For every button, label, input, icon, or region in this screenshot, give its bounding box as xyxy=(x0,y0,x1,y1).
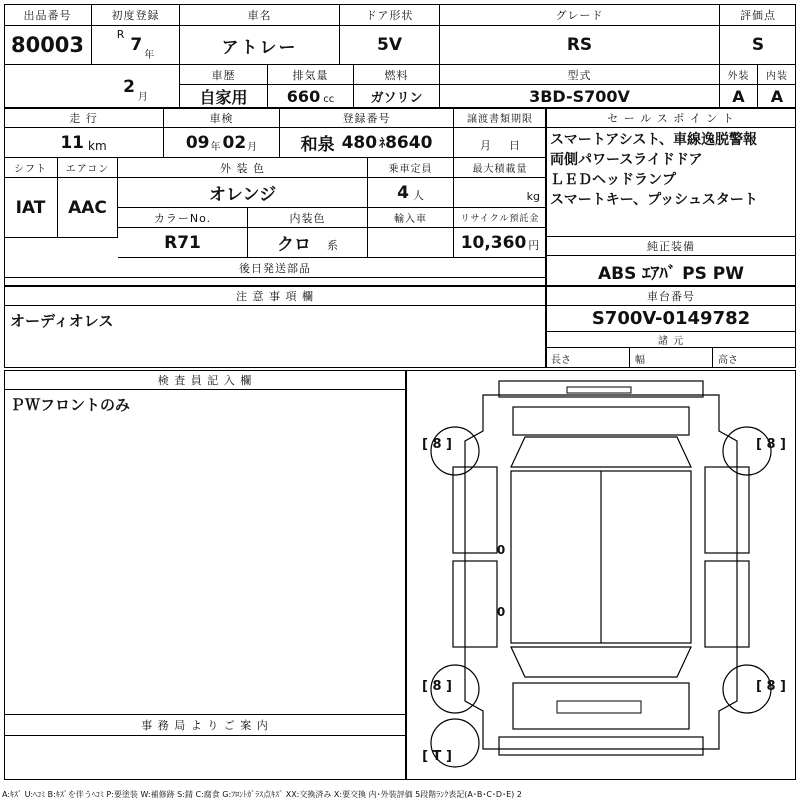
inspector-label: 検 査 員 記 入 欄 xyxy=(4,370,406,390)
first-reg-year: 7 xyxy=(130,35,143,55)
door-text: 5V xyxy=(377,35,402,55)
score-text: S xyxy=(751,35,765,55)
mileage-value xyxy=(4,128,164,158)
door-label: ドア形状 xyxy=(340,4,440,26)
ext-color-text: オレンジ xyxy=(208,185,277,205)
mark-center-2 xyxy=(494,604,508,620)
fuel-value xyxy=(354,85,440,108)
vin-value xyxy=(546,306,796,332)
int-color-unit: 系 xyxy=(327,239,338,252)
mark-front-right xyxy=(748,434,794,454)
sales-point-label: セ ー ル ス ポ イ ン ト xyxy=(546,108,796,128)
mark-center-1-text: 0 xyxy=(496,543,506,557)
sales-point-line-1: スマートアシスト、車線逸脱警報 xyxy=(550,132,758,148)
length-label: 長さ xyxy=(546,348,630,368)
lot-no-label: 出品番号 xyxy=(4,4,92,26)
aircon-value xyxy=(58,178,118,238)
max-load-value xyxy=(454,178,546,208)
inspection-label: 車検 xyxy=(164,108,280,128)
int-color-label: 内装色 xyxy=(248,208,368,228)
model-text: 3BD-S700V xyxy=(529,87,630,106)
inspection-month: 02 xyxy=(222,132,247,153)
mileage-text: 11 xyxy=(60,132,85,153)
displacement-text: 660 xyxy=(286,87,321,106)
fuel-text: ガソリン xyxy=(370,91,423,106)
displacement-value xyxy=(268,85,354,108)
sales-point-lines xyxy=(550,130,794,216)
sales-point-line-4: スマートキー、プッシュスタート xyxy=(550,192,758,208)
door-value xyxy=(340,26,440,65)
sales-point-line-3: ＬＥＤヘッドランプ xyxy=(550,172,676,188)
history-text: 自家用 xyxy=(199,88,248,107)
int-color-value xyxy=(248,228,368,258)
exterior-grade-label: 外装 xyxy=(720,65,758,85)
seats-label: 乗車定員 xyxy=(368,158,454,178)
displacement-unit: cc xyxy=(323,94,335,105)
mark-rear-right xyxy=(748,676,794,696)
transfer-day-unit: 日 xyxy=(509,139,520,152)
seats-unit: 人 xyxy=(412,189,424,202)
import-value xyxy=(368,228,454,258)
transfer-month-unit: 月 xyxy=(480,139,491,152)
first-reg-month: 2 xyxy=(123,76,135,97)
mark-center-1 xyxy=(494,542,508,558)
reg-no-label: 登録番号 xyxy=(280,108,454,128)
inspection-value xyxy=(164,128,280,158)
legend-text: A:ｷｽﾞ U:ﾍｺﾐ B:ｷｽﾞを伴うﾍｺﾐ P:要塗装 W:補修跡 S:錆 C:腐食 G:ﾌﾛﾝﾄｶﾞﾗｽ点ｷｽﾞ XX:交換済み X:要交換 内･外装評価 5段階ﾗﾝｸ表記(A･B･C･D･E) 2 xyxy=(2,790,522,799)
interior-grade-label: 内装 xyxy=(758,65,796,85)
lot-no-value xyxy=(4,26,92,65)
shift-label: シフト xyxy=(4,158,58,178)
shift-value xyxy=(4,178,58,238)
aircon-label: エアコン xyxy=(58,158,118,178)
grade-label: グレード xyxy=(440,4,720,26)
seats-text: 4 xyxy=(397,182,409,203)
max-load-label: 最大積載量 xyxy=(454,158,546,178)
reg-class: 480 xyxy=(341,132,378,153)
mark-center-2-text: 0 xyxy=(496,605,506,619)
aircon-text: AAC xyxy=(68,197,107,218)
reg-kana: ﾈ xyxy=(379,136,386,150)
seats-value xyxy=(368,178,454,208)
genuine-equipment-value xyxy=(546,256,796,286)
recycle-value xyxy=(454,228,546,258)
mark-rear-left xyxy=(414,676,460,696)
reg-place: 和泉 xyxy=(300,135,335,155)
displacement-label: 排気量 xyxy=(268,65,354,85)
genuine-equipment-label: 純正装備 xyxy=(546,236,796,256)
car-name-label: 車名 xyxy=(180,4,340,26)
first-reg-era: R xyxy=(116,28,125,41)
notes-text: オーディオレス xyxy=(10,312,114,330)
first-reg-value xyxy=(92,26,180,65)
reg-number: 8640 xyxy=(385,132,433,153)
max-load-unit: kg xyxy=(526,190,540,203)
interior-grade-value xyxy=(758,85,796,108)
model-value xyxy=(440,85,720,108)
car-name-text: アトレー xyxy=(221,37,298,58)
int-color-text: クロ xyxy=(277,235,311,255)
transfer-deadline-label: 譲渡書類期限 xyxy=(454,108,546,128)
transfer-deadline-value xyxy=(454,128,546,158)
vin-label: 車台番号 xyxy=(546,286,796,306)
color-no-label: カラーNo. xyxy=(118,208,248,228)
mileage-unit: km xyxy=(88,139,107,153)
mark-front-left-text: [ 8 ] xyxy=(422,436,452,452)
later-parts-value xyxy=(4,278,546,286)
sales-point-line-2: 両側パワースライドドア xyxy=(550,152,703,168)
inspector-text: ＰＷフロントのみ xyxy=(10,396,131,414)
first-reg-month-value xyxy=(92,65,180,108)
notes-label: 注 意 事 項 欄 xyxy=(4,286,546,306)
recycle-text: 10,360 xyxy=(460,232,527,253)
mark-spare-tire-text: [ T ] xyxy=(422,748,452,764)
grade-text: RS xyxy=(566,35,593,55)
first-reg-label: 初度登録 xyxy=(92,4,180,26)
car-diagram-svg xyxy=(407,371,795,779)
interior-grade-text: A xyxy=(770,87,784,106)
import-label: 輸入車 xyxy=(368,208,454,228)
first-reg-month-unit: 月 xyxy=(137,92,148,103)
ext-color-label: 外 装 色 xyxy=(118,158,368,178)
car-diagram-block xyxy=(406,370,796,780)
later-parts-label: 後日発送部品 xyxy=(4,258,546,278)
recycle-unit: 円 xyxy=(528,239,540,252)
mark-spare-tire xyxy=(414,746,460,766)
fuel-label: 燃料 xyxy=(354,65,440,85)
genuine-equipment-text: ABS ｴｱﾊﾞ PS PW xyxy=(597,263,745,284)
vin-text: S700V-0149782 xyxy=(591,308,751,329)
first-reg-year-unit: 年 xyxy=(144,50,155,61)
inspection-year-unit: 年 xyxy=(210,142,221,153)
lot-no-text: 80003 xyxy=(10,33,85,57)
exterior-grade-value xyxy=(720,85,758,108)
height-label: 高さ xyxy=(718,354,738,366)
mark-front-left xyxy=(414,434,460,454)
history-label: 車歴 xyxy=(180,65,268,85)
reg-no-value xyxy=(280,128,454,158)
color-no-value xyxy=(118,228,248,258)
inspection-month-unit: 月 xyxy=(247,142,258,153)
dimensions-label: 諸 元 xyxy=(546,332,796,348)
history-value xyxy=(180,85,268,108)
grade-value xyxy=(440,26,720,65)
width-label: 幅 xyxy=(630,348,713,368)
score-label: 評価点 xyxy=(720,4,796,26)
recycle-label: リサイクル預託金 xyxy=(454,208,546,228)
mark-rear-right-text: [ 8 ] xyxy=(756,678,786,694)
inspection-year: 09 xyxy=(185,132,210,153)
mileage-label: 走 行 xyxy=(4,108,164,128)
ext-color-value xyxy=(118,178,368,208)
model-label: 型式 xyxy=(440,65,720,85)
color-no-text: R71 xyxy=(164,232,201,253)
score-value xyxy=(720,26,796,65)
office-notice-label: 事 務 局 よ り ご 案 内 xyxy=(4,714,406,736)
shift-text: IAT xyxy=(15,197,46,218)
mark-front-right-text: [ 8 ] xyxy=(756,436,786,452)
mark-rear-left-text: [ 8 ] xyxy=(422,678,452,694)
car-name-value xyxy=(180,26,340,65)
exterior-grade-text: A xyxy=(732,87,745,106)
